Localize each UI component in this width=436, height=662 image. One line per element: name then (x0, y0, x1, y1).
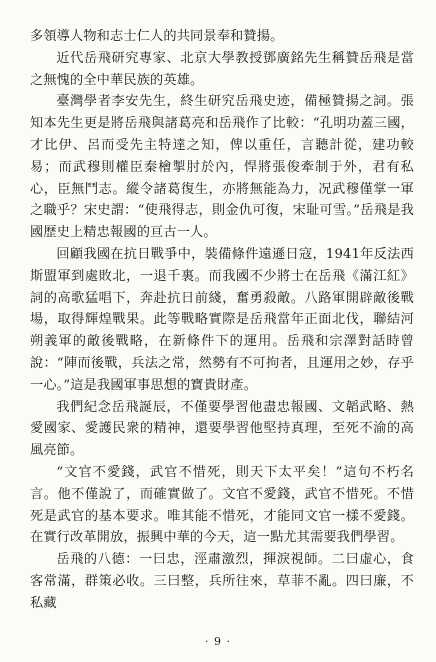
page-number: · 9 · (205, 635, 231, 648)
paragraph-6: “文官不愛錢，武官不惜死，則天下太平矣！”這句不朽名言。他不僅說了，而確實做了。文官不愛錢，武官不惜死。不惜死是武官的基本要求。唯其能不惜死，才能同文官一樣不愛錢。在實行改革開放，振興中華的今天，這一點尤其需要我們學習。 (30, 464, 414, 546)
paragraph-2: 近代岳飛研究專家、北京大學教授鄧廣銘先生稱贊岳飛是當之無愧的全中華民族的英雄。 (30, 50, 414, 88)
paragraph-1: 多領導人物和志士仁人的共同景奉和贊揚。 (30, 29, 284, 44)
paragraph-3: 臺灣學者李安先生，終生研究岳飛史迹，備極贊揚之詞。張知本先生更是將岳飛與諸葛亮和岳飛作了比較：“孔明功蓋三國，才比伊、呂而受先主特達之知，俾以重任，言聽計從，建功較易；而武穆則權臣秦檜掣肘於內，悍將張俊牽制于外，君有私心，臣無鬥志。縱令諸葛復生，亦將無能為力，况武穆僅掌一軍之職乎？宋史謂：“使飛得志，則金仇可復，宋耻可雪。”岳飛是我國歷史上精忠報國的亘古一人。 (30, 94, 414, 241)
paragraph-4: 回顧我國在抗日戰爭中，裝備條件遠遜日寇，1941年反法西斯盟軍到處敗北，一退千裏。而我國不少將士在岳飛《滿江紅》詞的高歌猛唱下，奔赴抗日前綫，奮勇殺敵。八路軍開辟敵後戰場，取得輝煌戰果。此等戰略實際是岳飛當年正面北伐，聯結河朔義軍的敵後戰略，在新條件下的運用。岳飛和宗澤對話時曾說：“陣而後戰，兵法之常，然勢有不可拘者，且運用之妙，存乎一心。”這是我國軍事思想的寶貴財產。 (30, 246, 414, 393)
paragraph-7: 岳飛的八德：一曰忠，涇肅激烈，揮淚視師。二曰虛心，食客常滿，群策必收。三曰整，兵所往來，草菲不亂。四曰廉，不私藏 (30, 552, 414, 611)
body-text (30, 26, 414, 615)
paragraph-5: 我們紀念岳飛誕辰，不僅要學習他盡忠報國、文韜武略、熱愛國家、愛護民衆的精神，還要學習他堅持真理，至死不渝的高風亮節。 (30, 399, 414, 459)
